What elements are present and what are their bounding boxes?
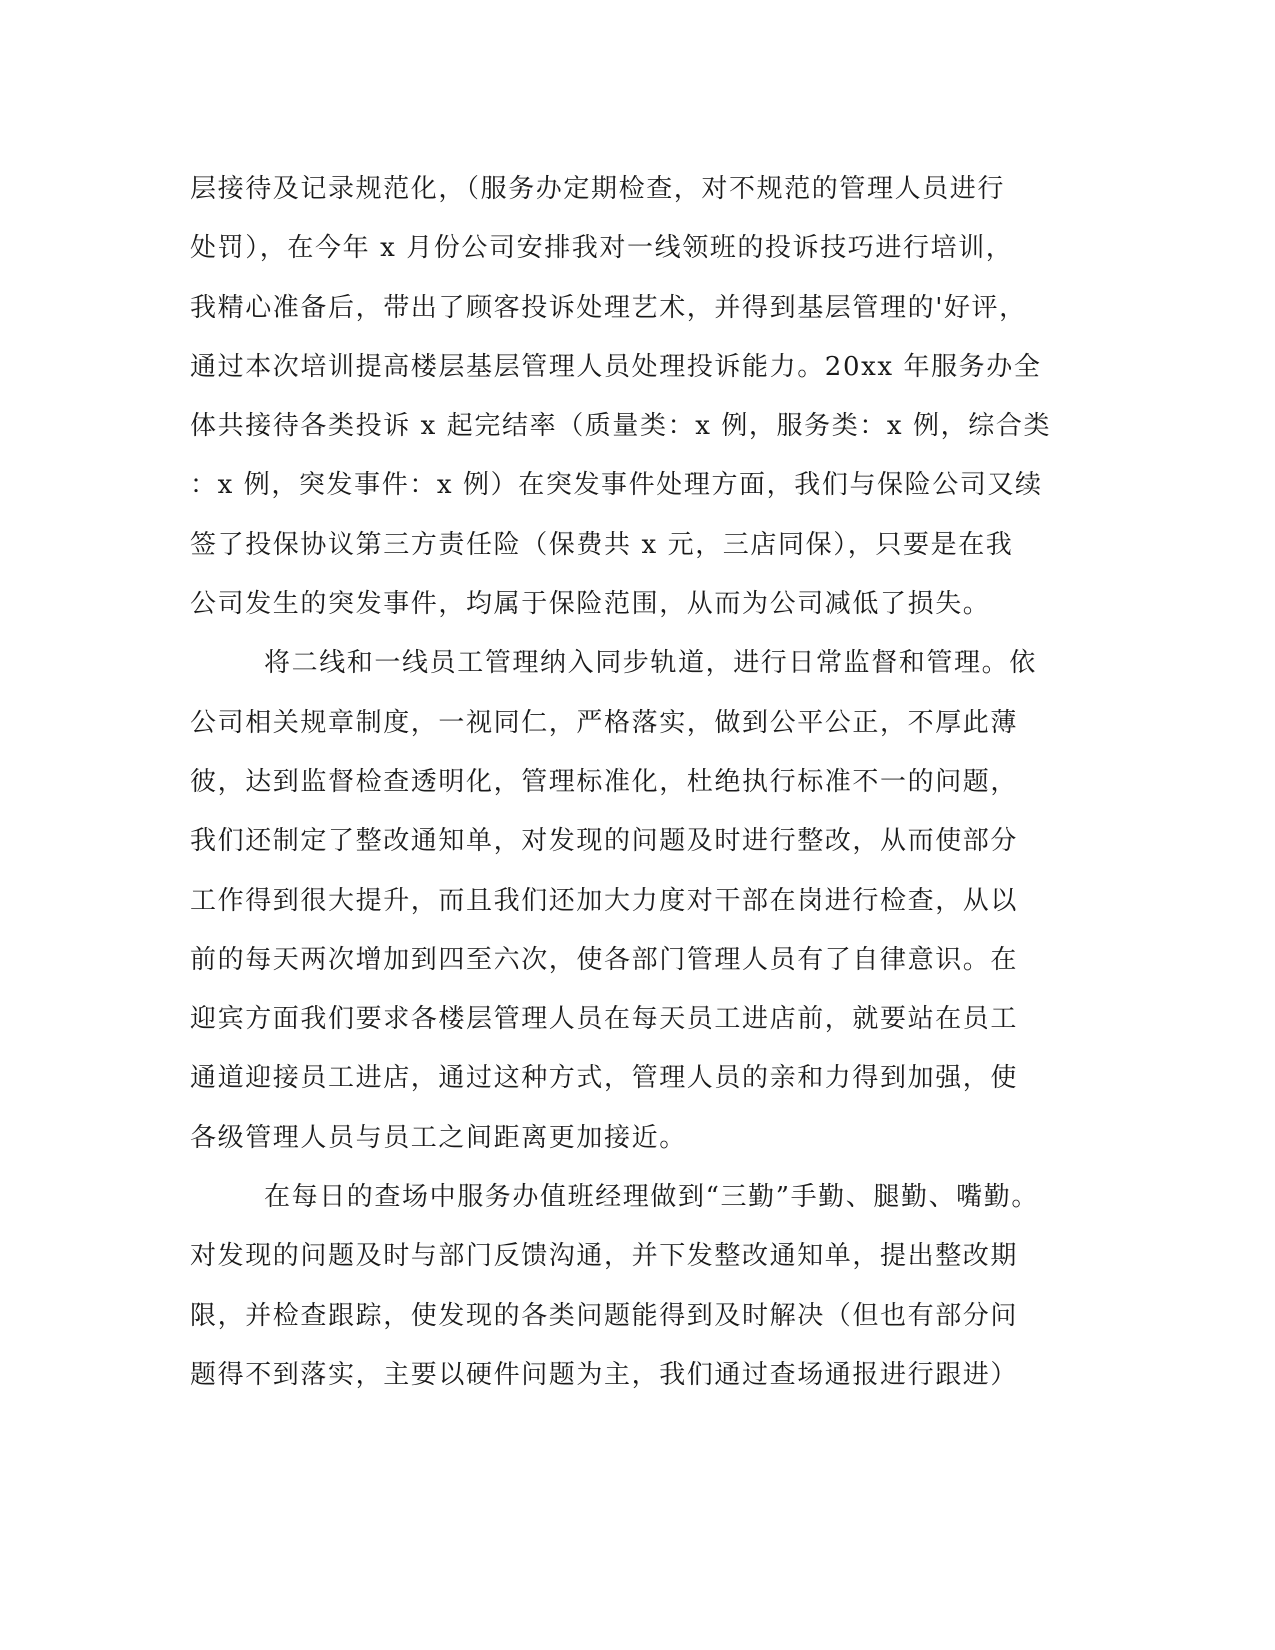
text-line: 体共接待各类投诉 x 起完结率（质量类：x 例，服务类：x 例，综合类 <box>190 411 1052 442</box>
text-line: 各级管理人员与员工之间距离更加接近。 <box>190 1122 687 1153</box>
text-line: 通道迎接员工进店，通过这种方式，管理人员的亲和力得到加强，使 <box>190 1063 1019 1094</box>
text-line: 层接待及记录规范化，（服务办定期检查，对不规范的管理人员进行 <box>190 174 1006 204</box>
text-line: 对发现的问题及时与部门反馈沟通，并下发整改通知单，提出整改期 <box>190 1241 1019 1272</box>
text-line: 迎宾方面我们要求各楼层管理人员在每天员工进店前，就要站在员工 <box>190 1004 1019 1035</box>
text-line: 我精心准备后，带出了顾客投诉处理艺术，并得到基层管理的'好评， <box>190 292 1027 323</box>
text-line: 通过本次培训提高楼层基层管理人员处理投诉能力。20xx 年服务办全 <box>190 351 1042 382</box>
text-line: 公司发生的突发事件，均属于保险范围，从而为公司减低了损失。 <box>190 589 991 620</box>
paragraph <box>190 634 1070 1168</box>
text-line: 彼，达到监督检查透明化，管理标准化，杜绝执行标准不一的问题， <box>190 766 1019 797</box>
text-line: 我们还制定了整改通知单，对发现的问题及时进行整改，从而使部分 <box>190 826 1019 857</box>
text-line: 限，并检查跟踪，使发现的各类问题能得到及时解决（但也有部分问 <box>190 1300 1019 1331</box>
text-line: ：x 例，突发事件：x 例）在突发事件处理方面，我们与保险公司又续 <box>190 470 1043 501</box>
text-line: 将二线和一线员工管理纳入同步轨道，进行日常监督和管理。依 <box>264 648 1037 679</box>
text-line: 公司相关规章制度，一视同仁，严格落实，做到公平公正，不厚此薄 <box>190 707 1019 738</box>
paragraph <box>190 160 1070 634</box>
paragraph <box>190 1168 1070 1405</box>
text-line: 工作得到很大提升，而且我们还加大力度对干部在岗进行检查，从以 <box>190 885 1019 916</box>
text-line: 处罚），在今年 x 月份公司安排我对一线领班的投诉技巧进行培训， <box>190 233 1014 264</box>
text-line: 前的每天两次增加到四至六次，使各部门管理人员有了自律意识。在 <box>190 944 1019 975</box>
document-body <box>190 160 1070 1405</box>
text-line: 在每日的查场中服务办值班经理做到“三勤”手勤、腿勤、嘴勤。 <box>264 1182 1039 1213</box>
text-line: 题得不到落实，主要以硬件问题为主，我们通过查场通报进行跟进） <box>190 1359 1019 1390</box>
text-line: 签了投保协议第三方责任险（保费共 x 元，三店同保），只要是在我 <box>190 529 1014 560</box>
